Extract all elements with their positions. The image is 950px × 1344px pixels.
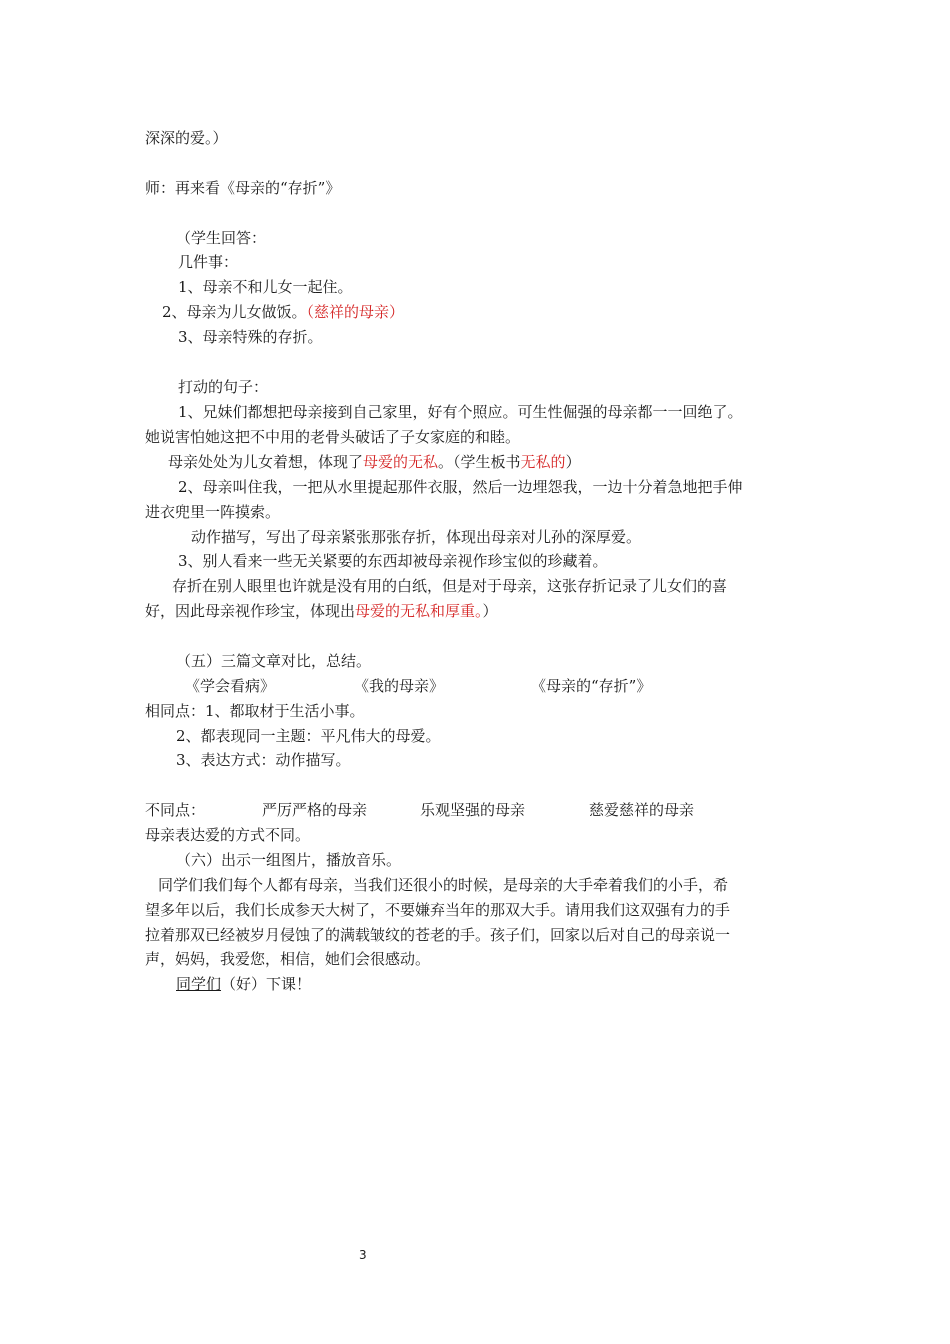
- text-line: [176, 974, 311, 994]
- text-line: 拉着那双已经被岁月侵蚀了的满载皱纹的苍老的手。孩子们，回家以后对自己的母亲说一: [145, 926, 731, 944]
- text-line: [162, 302, 404, 322]
- text-line: 母亲表达爱的方式不同。: [145, 826, 311, 844]
- text-line: 声，妈妈，我爱您，相信，她们会很感动。: [145, 950, 431, 968]
- text-line: [145, 601, 498, 621]
- text-line: 3、别人看来一些无关紧要的东西却被母亲视作珍宝似的珍藏着。: [178, 552, 608, 570]
- section-heading: （五）三篇文章对比，总结。: [176, 652, 372, 670]
- article-title: 《学会看病》: [185, 677, 276, 695]
- text-line: 3、表达方式：动作描写。: [176, 751, 351, 769]
- text-line: 慈爱慈祥的母亲: [589, 801, 695, 819]
- text-line: 严厉严格的母亲: [262, 801, 368, 819]
- highlight-text: 无私的: [520, 453, 566, 471]
- text-segment: （好）下课！: [221, 975, 312, 993]
- text-line: 深深的爱。）: [145, 129, 228, 147]
- text-segment: 好，因此母亲视作珍宝，体现出: [145, 602, 356, 620]
- text-line: 3、母亲特殊的存折。: [178, 328, 323, 346]
- text-line: 2、都表现同一主题：平凡伟大的母爱。: [176, 727, 441, 745]
- text-line: [168, 452, 581, 472]
- text-line: 打动的句子：: [178, 378, 269, 396]
- page-number: 3: [359, 1248, 367, 1262]
- text-line: 望多年以后，我们长成参天大树了，不要嫌弃当年的那双大手。请用我们这双强有力的手: [145, 901, 731, 919]
- text-line: 动作描写，写出了母亲紧张那张存折，体现出母亲对儿孙的深厚爱。: [191, 528, 642, 546]
- text-line: 不同点：: [145, 801, 206, 819]
- text-segment: 2、母亲为儿女做饭。: [162, 303, 307, 321]
- text-line: 师：再来看《母亲的“存折”》: [145, 179, 341, 197]
- text-line: 她说害怕她这把不中用的老骨头破话了子女家庭的和睦。: [145, 428, 521, 446]
- highlight-text: （慈祥的母亲）: [306, 303, 405, 321]
- text-line: 2、母亲叫住我，一把从水里提起那件衣服，然后一边埋怨我，一边十分着急地把手伸: [178, 478, 743, 496]
- article-title: 《我的母亲》: [354, 677, 445, 695]
- text-segment: 母亲处处为儿女着想，体现了: [168, 453, 364, 471]
- text-line: 相同点：1、都取材于生活小事。: [145, 702, 365, 720]
- text-segment: ）: [565, 453, 581, 471]
- text-segment: ）: [482, 602, 498, 620]
- underlined-text: 同学们: [176, 975, 222, 993]
- text-line: 乐观坚强的母亲: [420, 801, 526, 819]
- section-heading: （六）出示一组图片，播放音乐。: [176, 851, 402, 869]
- text-line: 1、母亲不和儿女一起住。: [178, 278, 353, 296]
- text-segment: 。（学生板书: [438, 453, 521, 471]
- article-title: 《母亲的“存折”》: [531, 677, 652, 695]
- text-line: 进衣兜里一阵摸索。: [145, 503, 281, 521]
- text-line: （学生回答：: [176, 229, 267, 247]
- highlight-text: 母爱的无私: [363, 453, 439, 471]
- text-line: 存折在别人眼里也许就是没有用的白纸，但是对于母亲，这张存折记录了儿女们的喜: [172, 577, 728, 595]
- highlight-text: 母爱的无私和厚重。: [355, 602, 483, 620]
- text-line: 1、兄妹们都想把母亲接到自己家里，好有个照应。可生性倔强的母亲都一一回绝了。: [178, 403, 743, 421]
- text-line: 同学们我们每个人都有母亲，当我们还很小的时候，是母亲的大手牵着我们的小手，希: [158, 876, 729, 894]
- text-line: 几件事：: [178, 253, 239, 271]
